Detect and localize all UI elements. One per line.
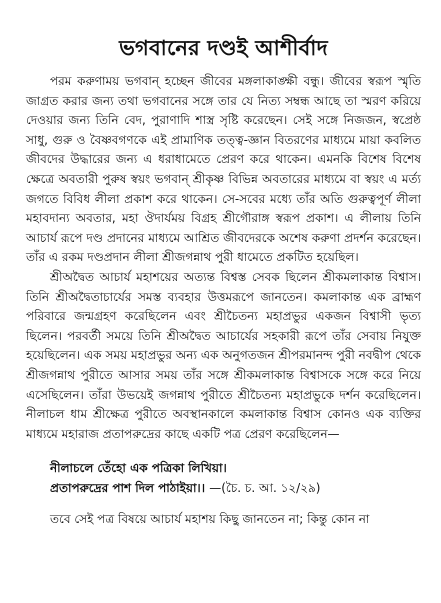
verse-quote [50,458,421,498]
paragraph-kamalakanta: শ্রীঅদ্বৈত আচার্য মহাশয়ের অত্যন্ত বিশ্বস্ত সেবক ছিলেন শ্রীকমলাকান্ত বিশ্বাস। তিনি শ্রীঅদ্বৈতাচার্যের সমস্ত ব্যবহার উত্তমরূপে জানতেন। কমলাকান্ত এক ব্রাহ্মণ পরিবারে জন্মগ্রহণ করেছিলেন এবং শ্রীচৈতন্য মহাপ্রভুর একজন বিশ্বাসী ভৃত্য ছিলেন। পরবর্তী সময়ে তিনি শ্রীঅদ্বৈত আচার্যের সহকারী রূপে তাঁর সেবায় নিযুক্ত হয়েছিলেন। এক সময় মহাপ্রভুর অন্য এক অনুগতজন শ্রীপরমানন্দ পুরী নবদ্বীপ থেকে শ্রীজগন্নাথ পুরীতে আসার সময় তাঁর সঙ্গে শ্রীকমলাকান্ত বিশ্বাসকে সঙ্গে করে নিয়ে এসেছিলেন। তাঁরা উভয়েই জগন্নাথ পুরীতে শ্রীচৈতন্য মহাপ্রভুকে দর্শন করেছিলেন। নীলাচল ধাম শ্রীক্ষেত্র পুরীতে অবস্থানকালে কমলাকান্ত বিশ্বাস কোনও এক ব্যক্তির মাধ্যমে মহারাজ প্রতাপরুদ্রের কাছে একটি পত্র প্রেরণ করেছিলেন— [26,269,421,441]
verse-line-2-text: প্রতাপরুদ্রের পাশ দিল পাঠাইয়া।। [50,481,206,496]
verse-line-2 [50,478,421,498]
paragraph-closing: তবে সেই পত্র বিষয়ে আচার্য মহাশয় কিছু জানতেন না; কিন্তু কোন না [50,512,370,527]
verse-citation: —(চৈ. চ. আ. ১২/২৯) [209,481,321,496]
verse-line-1: নীলাচলে তেঁহো এক পত্রিকা লিখিয়া। [50,461,227,476]
page-title: ভগবানের দণ্ডই আশীর্বাদ [119,36,328,60]
paragraph-intro: পরম করুণাময় ভগবান্‌ হচ্ছেন জীবের মঙ্গলাকাঙ্ক্ষী বন্ধু। জীবের স্বরূপ স্মৃতি জাগ্রত করার জন্য তথা ভগবানের সঙ্গে তার যে নিত্য সম্বন্ধ আছে তা স্মরণ করিয়ে দেওয়ার জন্য তিনি বেদ, পুরাণাদি শাস্ত্র সৃষ্টি করেছেন। সেই সঙ্গে নিজজন, স্বপ্রেষ্ঠ সাধু, গুরু ও বৈষ্ণবগণকে এই প্রামাণিক তত্ত্ব-জ্ঞান বিতরণের মাধ্যমে মায়া কবলিত জীবদের উদ্ধারের জন্য এ ধরাধামেতে প্রেরণ করে থাকেন। এমনকি বিশেষ বিশেষ ক্ষেত্রে অবতারী পুরুষ স্বয়ং ভগবান্‌ শ্রীকৃষ্ণ বিভিন্ন অবতারের মাধ্যমে বা স্বয়ং এ মর্ত্য জগতে বিবিধ লীলা প্রকাশ করে থাকেন। সে-সবের মধ্যে তাঁর অতি গুরুত্বপূর্ণ লীলা মহাবদান্য অবতার, মহা ঔদার্যময় বিগ্রহ শ্রীগৌরাঙ্গ স্বরূপ প্রকাশ। এ লীলায় তিনি আচার্য রূপে দণ্ড প্রদানের মাধ্যমে আশ্রিত জীবদেরকে অশেষ করুণা প্রদর্শন করেছেন। তাঁর এ রকম দণ্ডপ্রদান লীলা শ্রীজগন্নাথ পুরী ধামেতে প্রকটিত হয়েছিল। [26,74,421,265]
